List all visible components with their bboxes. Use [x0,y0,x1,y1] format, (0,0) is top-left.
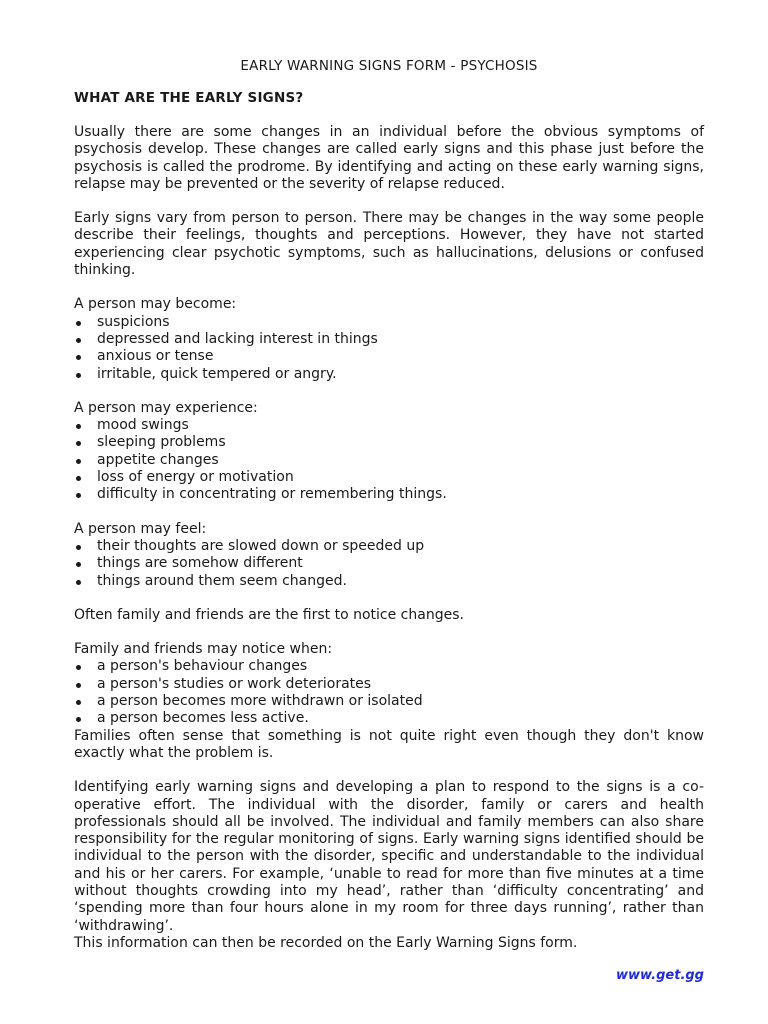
bullet-icon [76,476,81,481]
list-item-text: loss of energy or motivation [97,469,294,486]
list-item [74,676,704,693]
notice-list-lead: Family and friends may notice when: [74,641,333,658]
bullet-icon [76,493,81,498]
bullet-icon [76,665,81,670]
family-first-paragraph: Often family and friends are the first to notice changes. [74,606,464,623]
list-item-text: appetite changes [97,451,219,468]
list-item [74,486,704,503]
document-page [74,58,704,969]
bullet-icon [76,338,81,343]
list-item-text: a person becomes more withdrawn or isolated [97,693,423,710]
experience-list [74,417,704,503]
identifying-paragraph: Identifying early warning signs and developing a plan to respond to the signs is a co-operative effort. The individual with the disorder, family or carers and health professionals should all be involved. The individual and family members can also share responsibility for the regular monitoring of signs. Early warning signs identified should be individual to the person with the disorder, specific and understandable to the individual and his or her carers. For example, ‘unable to read for more than five minutes at a time without thoughts crowding into my head’, rather than ‘difficulty concentrating’ and ‘spending more than four hours alone in my room for three days running’, rather than ‘withdrawing’. [74,779,704,934]
bullet-icon [76,441,81,446]
list-item [74,555,704,572]
list-item [74,314,704,331]
list-item-text: things are somehow different [97,555,303,572]
bullet-icon [76,562,81,567]
list-item [74,693,704,710]
list-item-text: things around them seem changed. [97,572,347,589]
list-item [74,331,704,348]
bullet-icon [76,580,81,585]
list-item [74,469,704,486]
list-item-text: mood swings [97,417,189,434]
bullet-icon [76,373,81,378]
intro-paragraph: Usually there are some changes in an individual before the obvious symptoms of psychosis develop. These changes are called early signs and this phase just before the psychosis is called the prodrome. By identifying and acting on these early warning signs, relapse may be prevented or the severity of relapse reduced. [74,124,704,192]
bullet-icon [76,717,81,722]
bullet-icon [76,321,81,326]
list-item-text: depressed and lacking interest in things [97,330,378,347]
list-item-text: anxious or tense [97,348,214,365]
feel-list-lead: A person may feel: [74,520,207,537]
list-item-text: irritable, quick tempered or angry. [97,365,337,382]
experience-list-lead: A person may experience: [74,399,258,416]
list-item [74,538,704,555]
document-title: EARLY WARNING SIGNS FORM - PSYCHOSIS [240,58,538,74]
notice-list [74,658,704,727]
bullet-icon [76,545,81,550]
become-list [74,314,704,383]
feel-list [74,538,704,590]
recorded-paragraph: This information can then be recorded on the Early Warning Signs form. [74,934,578,951]
list-item-text: difficulty in concentrating or remembering things. [97,486,447,503]
list-item [74,452,704,469]
bullet-icon [76,355,81,360]
list-item [74,417,704,434]
families-sense-paragraph: Families often sense that something is not quite right even though they don't know exactly what the problem is. [74,727,704,761]
bullet-icon [76,459,81,464]
list-item-text: their thoughts are slowed down or speeded up [97,537,425,554]
bullet-icon [76,424,81,429]
list-item [74,658,704,675]
list-item [74,710,704,727]
list-item-text: sleeping problems [97,434,226,451]
list-item-text: a person's behaviour changes [97,658,308,675]
list-item [74,573,704,590]
bullet-icon [76,683,81,688]
section-heading: WHAT ARE THE EARLY SIGNS? [74,90,304,106]
footer-website-link[interactable]: www.get.gg [615,968,704,983]
become-list-lead: A person may become: [74,296,237,313]
list-item-text: a person becomes less active. [97,710,309,727]
list-item-text: suspicions [97,313,170,330]
variation-paragraph: Early signs vary from person to person. There may be changes in the way some people describe their feelings, thoughts and perceptions. However, they have not started experiencing clear psychotic symptoms, such as hallucinations, delusions or confused thinking. [74,210,704,279]
list-item [74,366,704,383]
bullet-icon [76,700,81,705]
list-item [74,434,704,451]
list-item-text: a person's studies or work deteriorates [97,675,372,692]
list-item [74,348,704,365]
